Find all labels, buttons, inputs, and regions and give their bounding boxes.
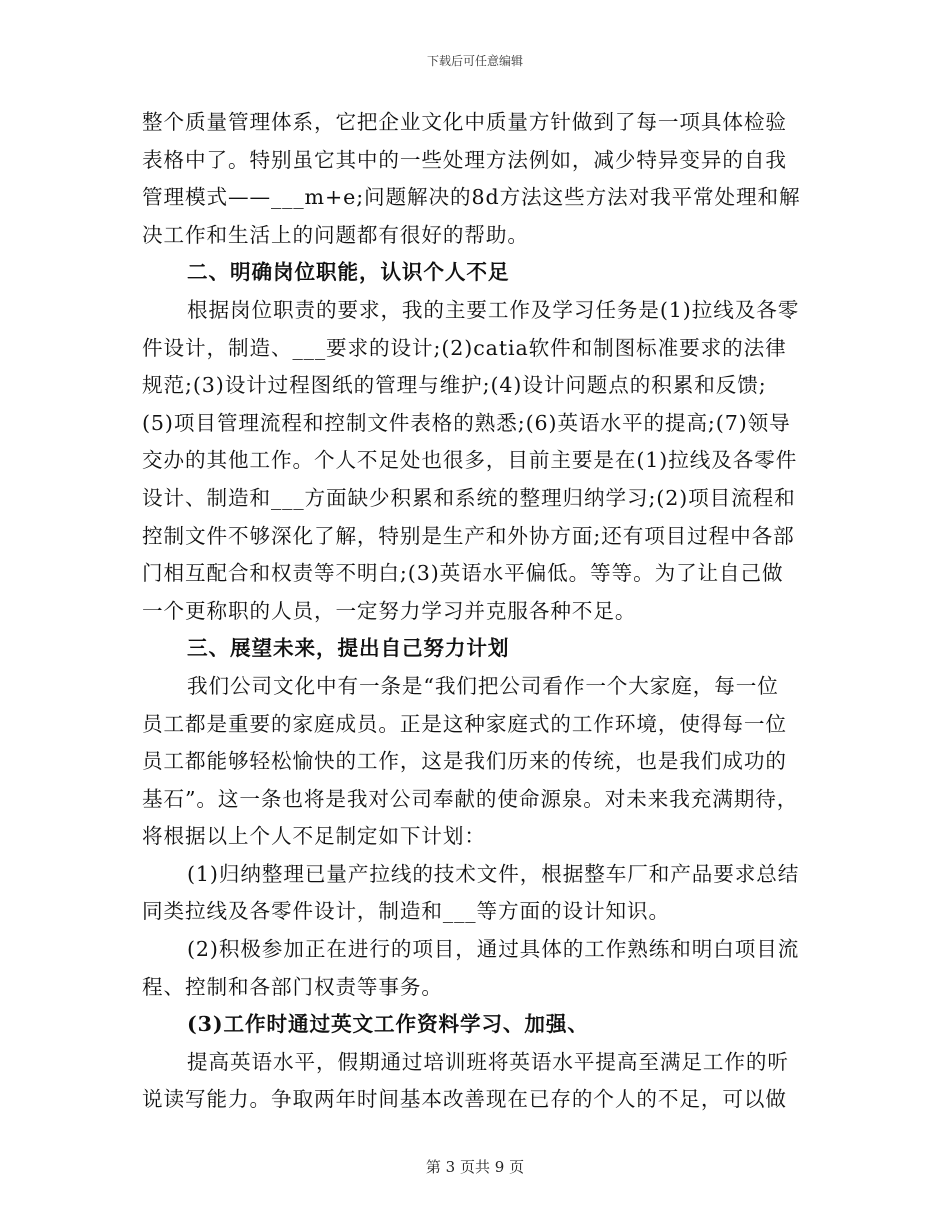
text-line: 基石”。这一条也将是我对公司奉献的使命源泉。对未来我充满期待， xyxy=(142,786,799,811)
text-line: 表格中了。特别虽它其中的一些处理方法例如，减少特异变异的自我 xyxy=(142,147,787,172)
text-line: 将根据以上个人不足制定如下计划： xyxy=(142,824,486,849)
plan-item-2: (2)积极参加正在进行的项目，通过具体的工作熟练和明白项目流 xyxy=(187,937,800,962)
text-line: 我们公司文化中有一条是“我们把公司看作一个大家庭，每一位 xyxy=(187,673,779,698)
plan-item-1: (1)归纳整理已量产拉线的技术文件，根据整车厂和产品要求总结 xyxy=(187,861,800,886)
text-line: 件设计，制造、___要求的设计;(2)catia软件和制图标准要求的法律 xyxy=(142,335,787,360)
text-line: 根据岗位职责的要求，我的主要工作及学习任务是(1)拉线及各零 xyxy=(187,297,800,322)
document-body xyxy=(142,104,810,1119)
text-line: 规范;(3)设计过程图纸的管理与维护;(4)设计问题点的积累和反馈; xyxy=(142,373,767,398)
text-line: 同类拉线及各零件设计，制造和___等方面的设计知识。 xyxy=(142,899,670,924)
plan-item-3-heading: (3)工作时通过英文工作资料学习、加强、 xyxy=(187,1012,589,1037)
text-line: 控制文件不够深化了解，特别是生产和外协方面;还有项目过程中各部 xyxy=(142,523,795,548)
text-line: 设计、制造和___方面缺少积累和系统的整理归纳学习;(2)项目流程和 xyxy=(142,485,796,510)
text-line: 说读写能力。争取两年时间基本改善现在已存的个人的不足，可以做 xyxy=(142,1087,787,1112)
text-line: 决工作和生活上的问题都有很好的帮助。 xyxy=(142,222,529,247)
text-line: 整个质量管理体系，它把企业文化中质量方针做到了每一项具体检验 xyxy=(142,110,787,134)
section-heading-3: 三、展望未来，提出自己努力计划 xyxy=(187,636,510,661)
page-footer: 第 3 页共 9 页 xyxy=(425,1158,525,1176)
section-heading-2: 二、明确岗位职能，认识个人不足 xyxy=(187,260,510,285)
text-line: 提高英语水平，假期通过培训班将英语水平提高至满足工作的听 xyxy=(187,1049,789,1074)
text-line: 管理模式——___m+e;问题解决的8d方法这些方法对我平常处理和解 xyxy=(142,185,801,210)
text-line: (5)项目管理流程和控制文件表格的熟悉;(6)英语水平的提高;(7)领导 xyxy=(142,410,791,435)
page-header: 下载后可任意编辑 xyxy=(426,54,523,68)
text-line: 员工都能够轻松愉快的工作，这是我们历来的传统，也是我们成功的 xyxy=(142,749,787,774)
text-line: 程、控制和各部门权责等事务。 xyxy=(142,974,443,999)
text-line: 员工都是重要的家庭成员。正是这种家庭式的工作环境，使得每一位 xyxy=(142,711,787,736)
text-line: 一个更称职的人员，一定努力学习并克服各种不足。 xyxy=(142,598,637,623)
text-line: 交办的其他工作。个人不足处也很多，目前主要是在(1)拉线及各零件 xyxy=(142,448,798,473)
text-line: 门相互配合和权责等不明白;(3)英语水平偏低。等等。为了让自己做 xyxy=(142,561,784,586)
